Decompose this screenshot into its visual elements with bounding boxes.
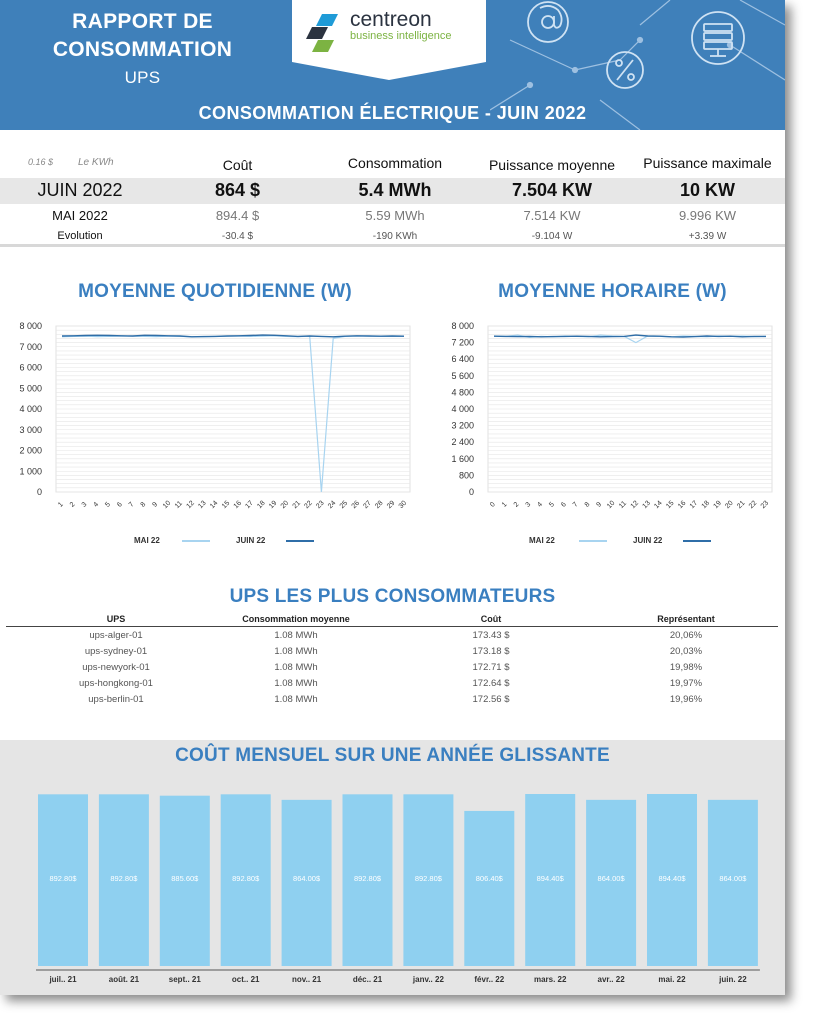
hourly-chart-x-tick: 6	[560, 501, 568, 509]
hourly-chart-y-tick: 4 000	[451, 404, 474, 414]
daily-chart-x-tick: 25	[338, 499, 350, 511]
month-label: août. 21	[108, 975, 140, 984]
hourly-chart-x-tick: 14	[653, 499, 664, 511]
daily-chart-x-tick: 10	[161, 499, 173, 511]
current-month-label: JUIN 2022	[37, 180, 123, 200]
hourly-chart-y-tick: 3 200	[451, 420, 474, 431]
evolution-cost: -30.4 $	[221, 231, 254, 242]
month-label: mars. 22	[533, 975, 567, 984]
col-header-cost: Coût	[222, 157, 253, 173]
hourly-chart-x-tick: 22	[747, 499, 759, 511]
ups-consumption: 1.08 MWh	[274, 646, 318, 657]
daily-chart-x-tick: 5	[104, 501, 112, 509]
cost-bar-label: 892.80$	[110, 874, 138, 883]
ups-name: ups-sydney-01	[84, 646, 148, 657]
legend-label-juin: JUIN 22	[633, 536, 663, 545]
ups-cost: 173.43 $	[472, 630, 510, 641]
hourly-chart-x-tick: 0	[489, 501, 497, 509]
daily-average-chart	[8, 318, 418, 518]
ups-header-divider	[6, 626, 778, 627]
hourly-chart-x-tick: 2	[512, 501, 521, 509]
hourly-chart-x-tick: 15	[665, 499, 676, 511]
month-label: nov.. 21	[291, 975, 322, 984]
daily-chart-x-tick: 12	[185, 499, 196, 511]
ups-cost: 172.71 $	[472, 662, 510, 673]
hourly-average-chart	[440, 318, 780, 518]
ups-cost: 172.56 $	[472, 694, 510, 705]
ups-col-header-share: Représentant	[657, 614, 715, 624]
hourly-chart-x-tick: 1	[500, 501, 509, 509]
hourly-legend	[529, 536, 729, 548]
daily-chart-x-tick: 24	[326, 499, 338, 511]
ups-share: 20,03%	[669, 646, 703, 657]
ups-col-header-name: UPS	[106, 614, 126, 624]
col-header-consumption: Consommation	[347, 155, 443, 171]
ups-col-header-cost: Coût	[480, 614, 502, 624]
hourly-chart-y-tick: 4 800	[451, 387, 474, 398]
month-label: oct.. 21	[231, 975, 260, 984]
current-avg-power: 7.504 KW	[511, 180, 593, 200]
price-value: 0.16 $	[28, 157, 54, 167]
daily-chart-x-tick: 19	[267, 499, 279, 511]
daily-chart-x-tick: 23	[315, 499, 326, 511]
hourly-chart-x-tick: 23	[759, 499, 771, 511]
ups-name: ups-alger-01	[89, 630, 143, 641]
cost-bar-label: 894.40$	[536, 874, 564, 883]
col-header-avg-power: Puissance moyenne	[488, 157, 616, 173]
previous-avg-power: 7.514 KW	[523, 208, 581, 223]
logo-name: centreon	[350, 8, 432, 31]
ups-consumption: 1.08 MWh	[274, 678, 318, 689]
hourly-chart-x-tick: 8	[583, 501, 592, 509]
daily-chart-x-tick: 1	[57, 501, 65, 509]
cost-bar-label: 864.00$	[597, 874, 625, 883]
cost-bar-label: 892.80$	[353, 874, 382, 883]
legend-label-mai: MAI 22	[529, 536, 555, 545]
cost-bar	[464, 811, 514, 966]
daily-chart-y-tick: 2 000	[19, 445, 42, 456]
ups-share: 19,98%	[669, 662, 703, 673]
daily-chart-y-tick: 7 000	[19, 341, 42, 352]
hourly-chart-y-tick: 5 600	[451, 370, 474, 381]
report-title-line2: CONSOMMATION	[52, 38, 233, 61]
ups-share: 20,06%	[669, 630, 703, 641]
percent-icon	[607, 52, 643, 88]
price-unit: Le KWh	[78, 157, 114, 168]
daily-chart-x-tick: 18	[256, 499, 267, 511]
cost-bar-label: 885.60$	[171, 874, 199, 883]
daily-chart-x-tick: 8	[139, 501, 148, 509]
cost-bar-label: 864.00$	[293, 874, 321, 883]
month-label: juin. 22	[719, 975, 747, 984]
hourly-chart-y-tick: 800	[458, 470, 474, 481]
month-label: déc.. 21	[352, 975, 383, 984]
daily-chart-x-tick: 6	[116, 501, 124, 509]
ups-cost: 172.64 $	[472, 678, 510, 689]
monthly-cost-title: COÛT MENSUEL SUR UNE ANNÉE GLISSANTE	[175, 745, 610, 766]
at-sign-icon	[528, 2, 568, 42]
ups-name: ups-berlin-01	[88, 694, 144, 705]
ups-share: 19,96%	[669, 694, 703, 705]
legend-line-juin	[286, 540, 314, 542]
cost-bar-label: 892.80$	[49, 874, 77, 883]
hourly-chart-y-tick: 2 400	[451, 437, 474, 448]
hourly-chart-x-tick: 17	[688, 499, 700, 511]
daily-chart-y-tick: 8 000	[19, 321, 42, 331]
hourly-chart-x-tick: 9	[595, 501, 604, 509]
hourly-chart-x-tick: 10	[605, 499, 617, 511]
evolution-label: Evolution	[57, 230, 103, 242]
previous-cost: 894.4 $	[215, 208, 260, 223]
monthly-cost-chart	[0, 780, 785, 990]
hourly-chart-x-tick: 11	[617, 499, 629, 510]
daily-chart-x-tick: 22	[303, 499, 314, 511]
cost-bar-label: 894.40$	[658, 874, 686, 883]
month-label: juil.. 21	[49, 975, 77, 984]
previous-max-power: 9.996 KW	[678, 208, 737, 223]
cost-bar-label: 892.80$	[414, 874, 442, 883]
report-title-line3: UPS	[124, 68, 161, 87]
daily-chart-x-tick: 3	[80, 501, 89, 509]
daily-chart-x-tick: 16	[232, 499, 244, 511]
cost-bar-label: 892.80$	[232, 874, 260, 883]
daily-chart-y-tick: 4 000	[19, 404, 42, 414]
hourly-chart-title: MOYENNE HORAIRE (W)	[498, 281, 727, 302]
cost-bar-label: 806.40$	[475, 874, 503, 883]
hourly-chart-x-tick: 12	[629, 499, 641, 511]
daily-chart-x-tick: 14	[209, 499, 220, 511]
ups-consumption: 1.08 MWh	[274, 662, 318, 673]
month-label: janv.. 22	[412, 975, 444, 984]
hourly-chart-y-tick: 7 200	[451, 337, 474, 348]
hourly-chart-y-tick: 8 000	[451, 321, 474, 331]
hourly-chart-x-tick: 18	[700, 499, 712, 511]
daily-chart-y-tick: 6 000	[19, 362, 42, 373]
month-label: avr.. 22	[597, 975, 625, 984]
hourly-chart-x-tick: 20	[724, 499, 735, 511]
current-consumption: 5.4 MWh	[358, 180, 432, 200]
month-label: mai. 22	[658, 975, 686, 984]
month-label: févr.. 22	[474, 975, 505, 984]
summary-divider	[0, 244, 785, 247]
legend-label-mai: MAI 22	[134, 536, 160, 545]
evolution-max-power: +3.39 W	[688, 231, 727, 242]
daily-chart-x-tick: 15	[220, 499, 232, 511]
server-icon	[692, 12, 744, 64]
daily-chart-x-tick: 21	[291, 499, 303, 511]
hourly-chart-x-tick: 19	[712, 499, 723, 511]
ups-col-header-consumption: Consommation moyenne	[242, 614, 350, 624]
daily-chart-x-tick: 30	[397, 499, 409, 511]
daily-chart-x-tick: 27	[362, 499, 373, 511]
report-subtitle: CONSOMMATION ÉLECTRIQUE - JUIN 2022	[198, 103, 587, 123]
daily-chart-x-tick: 7	[127, 501, 136, 509]
ups-name: ups-newyork-01	[82, 662, 150, 673]
legend-line-mai	[579, 540, 607, 542]
legend-line-juin	[683, 540, 711, 542]
ups-share: 19,97%	[669, 678, 703, 689]
hourly-chart-y-tick: 1 600	[451, 453, 474, 464]
daily-chart-y-tick: 3 000	[19, 424, 42, 435]
daily-chart-x-tick: 11	[173, 499, 184, 510]
legend-line-mai	[182, 540, 210, 542]
hourly-chart-x-tick: 21	[736, 499, 747, 511]
hourly-chart-y-tick: 0	[468, 487, 474, 497]
daily-chart-x-tick: 13	[197, 499, 208, 511]
evolution-avg-power: -9.104 W	[531, 231, 573, 242]
previous-month-label: MAI 2022	[52, 208, 108, 223]
daily-legend	[134, 536, 334, 548]
daily-chart-title: MOYENNE QUOTIDIENNE (W)	[78, 281, 352, 302]
ups-consumption: 1.08 MWh	[274, 630, 318, 641]
current-cost: 864 $	[214, 180, 261, 200]
current-max-power: 10 KW	[679, 180, 735, 200]
daily-chart-y-tick: 0	[36, 487, 42, 497]
cost-bar-label: 864.00$	[719, 874, 747, 883]
daily-chart-x-tick: 2	[68, 501, 77, 509]
daily-chart-y-tick: 1 000	[19, 466, 42, 477]
ups-table-title: UPS LES PLUS CONSOMMATEURS	[229, 586, 556, 607]
month-label: sept.. 21	[168, 975, 201, 984]
daily-chart-x-tick: 20	[279, 499, 291, 511]
daily-chart-x-tick: 28	[374, 499, 385, 511]
daily-chart-y-tick: 5 000	[19, 383, 42, 394]
daily-chart-x-tick: 29	[385, 499, 397, 511]
logo-tagline: business intelligence	[350, 30, 452, 42]
ups-cost: 173.18 $	[472, 646, 510, 657]
previous-consumption: 5.59 MWh	[365, 208, 425, 223]
daily-chart-x-tick: 17	[244, 499, 255, 511]
hourly-chart-y-tick: 6 400	[451, 354, 474, 365]
hourly-chart-x-tick: 5	[548, 501, 556, 509]
col-header-max-power: Puissance maximale	[643, 155, 772, 171]
hourly-chart-x-tick: 4	[536, 501, 545, 509]
hourly-chart-x-tick: 16	[676, 499, 688, 511]
hourly-chart-x-tick: 7	[571, 501, 580, 509]
legend-label-juin: JUIN 22	[236, 536, 266, 545]
evolution-consumption: -190 KWh	[372, 231, 418, 242]
daily-chart-x-tick: 4	[92, 501, 101, 509]
hourly-chart-x-tick: 13	[641, 499, 652, 511]
report-title-line1: RAPPORT DE	[72, 10, 213, 33]
report-header	[0, 0, 785, 130]
daily-chart-x-tick: 26	[350, 499, 361, 511]
daily-chart-x-tick: 9	[151, 501, 160, 509]
hourly-chart-series-juin	[494, 335, 766, 337]
hourly-chart-x-tick: 3	[524, 501, 533, 509]
ups-consumption: 1.08 MWh	[274, 694, 318, 705]
ups-name: ups-hongkong-01	[79, 678, 153, 689]
